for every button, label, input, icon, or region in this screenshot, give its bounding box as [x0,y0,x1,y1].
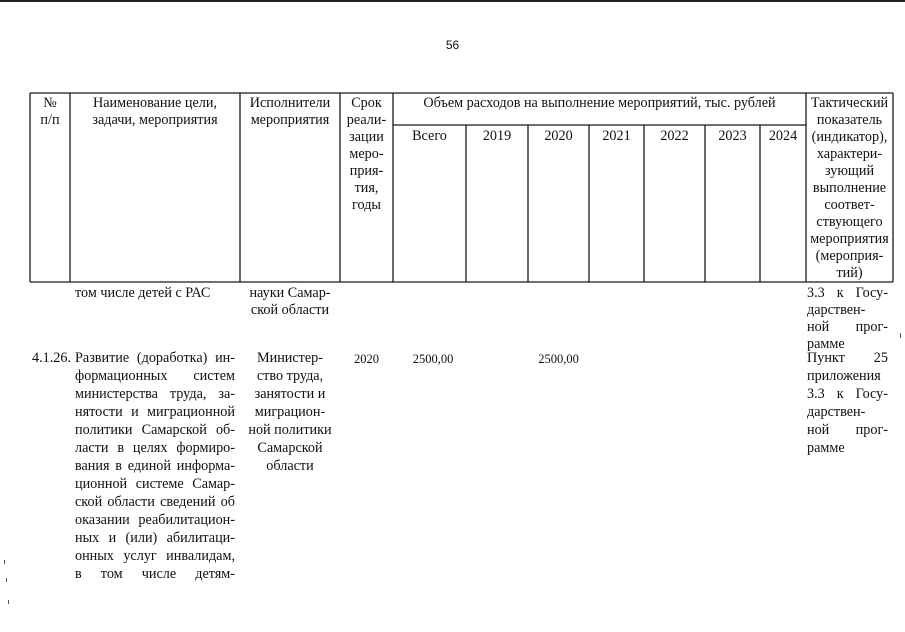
header-num-line-1: № [43,95,57,111]
header-indicator-line-7: соответ- [824,197,875,213]
row-indicator-line-4: дарствен- [807,404,866,420]
row-executors-line-6: Самарской [257,440,323,456]
scan-artifact [4,560,5,564]
header-col-2024: 2024 [768,128,798,144]
header-indicator-line-11: тий) [836,265,863,281]
row-executors-line-2: ство труда, [256,368,324,384]
row-indicator-line-1: Пункт 25 [807,350,888,366]
scan-artifact [6,578,7,582]
row-name-line-4: нятости и миграционной [75,404,235,420]
row-indicator-line-5: ной прог- [807,422,888,438]
header-name-line-2: задачи, мероприятия [92,112,218,128]
header-term-line-6: тия, [354,180,379,196]
row-name-line-1: Развитие (доработка) ин- [75,350,235,366]
continuation-indicator-line-1: 3.3 к Госу- [807,285,888,301]
header-col-total: Всего [412,128,447,144]
row-name-line-3: министерства труда, за- [75,386,235,402]
header-term-line-1: Срок [351,95,382,111]
header-indicator-line-4: характери- [816,146,883,162]
row-2020: 2500,00 [538,352,579,366]
scan-artifact [900,333,901,338]
header-col-2023: 2023 [718,128,747,144]
header-term-line-4: меро- [349,146,384,162]
row-name-line-2: формационных систем [75,368,235,384]
header-volume-title: Объем расходов на выполнение мероприятий, тыс. рублей [423,95,776,111]
header-num-line-2: п/п [40,112,60,128]
row-total: 2500,00 [412,352,454,366]
row-indicator-line-2: приложения [807,368,881,384]
header-term-line-2: реали- [346,112,387,128]
page-number: 56 [445,38,460,52]
continuation-executors-line-2: ской области [250,302,330,318]
header-col-2022: 2022 [660,128,689,144]
row-name-line-13: в том числе детям- [75,566,235,582]
header-indicator-line-3: (индикатор), [811,129,888,145]
continuation-name: том числе детей с РАС [75,285,211,301]
row-name-line-9: ской области сведений об [75,494,235,510]
row-name-line-7: вания в единой информа- [75,458,235,474]
row-executors-line-4: миграцион- [254,404,326,420]
continuation-indicator-line-2: дарствен- [807,302,866,318]
header-term-line-5: прия- [349,163,384,179]
header-indicator-line-10: (мероприя- [815,248,884,264]
header-name-line-1: Наименование цели, [92,95,218,111]
header-indicator-line-9: мероприятия [810,231,889,247]
header-indicator-line-8: ствующего [816,214,883,230]
row-term: 2020 [354,352,379,366]
header-term-line-7: годы [352,197,381,213]
row-name-line-5: политики Самарской об- [75,422,235,438]
row-indicator-line-3: 3.3 к Госу- [807,386,888,402]
header-executors-line-1: Исполнители [249,95,331,111]
row-executors-line-5: ной политики [248,422,332,438]
header-col-2019: 2019 [482,128,512,144]
continuation-indicator-line-3: ной прог- [807,319,888,335]
header-term-line-3: зации [349,129,384,145]
row-executors-line-3: занятости и [254,386,326,402]
header-indicator-line-2: показатель [816,112,883,128]
row-indicator-line-6: рамме [807,440,845,456]
header-indicator-line-6: выполнение [812,180,887,196]
top-border-line [0,0,905,2]
header-indicator-line-5: зующий [824,163,875,179]
row-name-line-8: ционной системе Самар- [75,476,235,492]
row-executors-line-1: Министер- [256,350,323,366]
header-indicator-line-1: Тактический [810,95,889,111]
continuation-executors-line-1: науки Самар- [249,285,331,301]
row-name-line-12: онных услуг инвалидам, [75,548,235,564]
scan-artifact [8,600,9,604]
row-name-line-11: ных и (или) абилитаци- [75,530,235,546]
header-col-2021: 2021 [602,128,631,144]
header-col-2020: 2020 [544,128,573,144]
continuation-indicator-line-4: рамме [807,336,845,352]
row-number: 4.1.26. [32,350,72,366]
row-name-line-6: ласти в целях формиро- [75,440,235,456]
row-executors-line-7: области [266,458,314,474]
row-name-line-10: оказании реабилитацион- [75,512,235,528]
header-executors-line-2: мероприятия [250,112,330,128]
